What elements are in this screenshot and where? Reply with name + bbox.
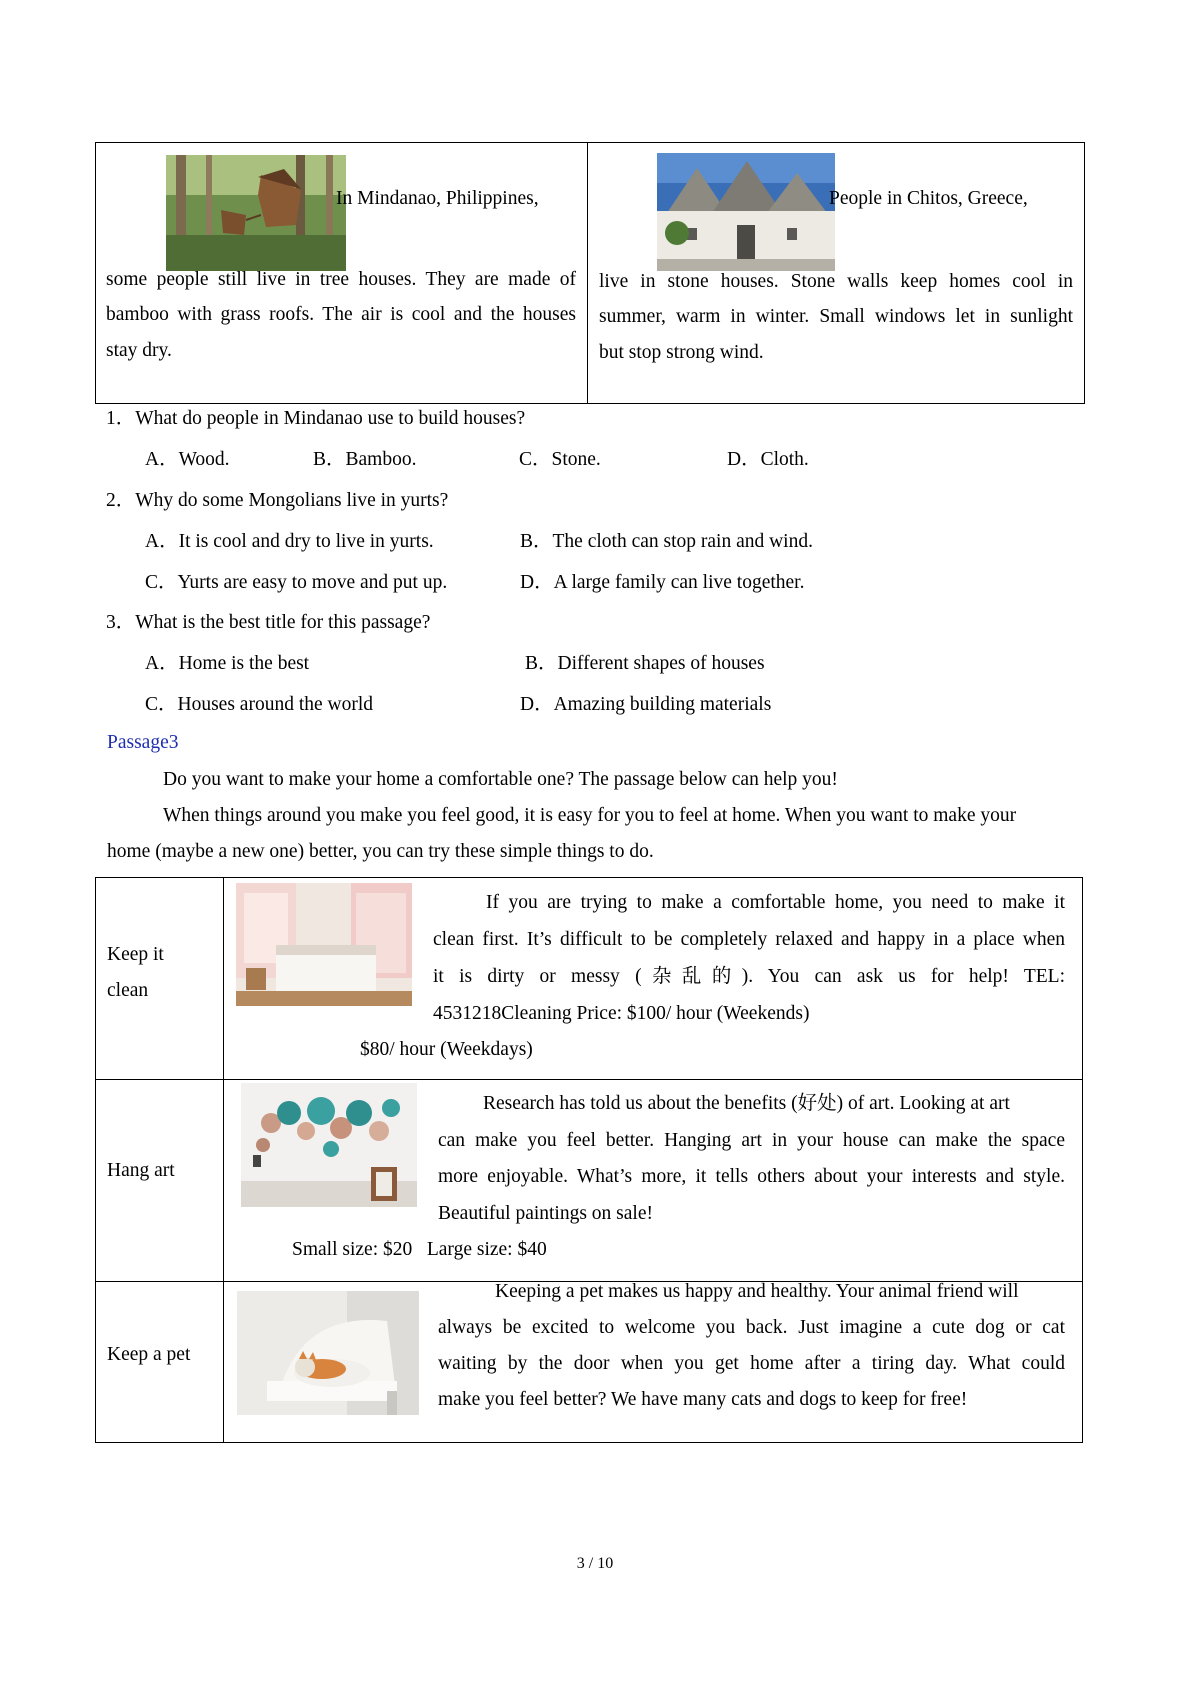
tip-line: 4531218Cleaning Price: $100/ hour (Weekends): [433, 1003, 810, 1024]
passage-intro: Do you want to make your home a comfortable one? The passage below can help you!: [163, 769, 838, 790]
question-option: D．Cloth.: [727, 449, 809, 470]
tip-label: Keep it: [107, 944, 164, 965]
table-divider: [96, 1079, 1082, 1080]
tip-label: Hang art: [107, 1160, 175, 1181]
passage-intro: home (maybe a new one) better, you can try these simple things to do.: [107, 841, 654, 862]
tip-line: Small size: $20 Large size: $40: [292, 1239, 547, 1260]
table-divider: [223, 878, 224, 1442]
question-option: C．Houses around the world: [145, 694, 374, 715]
tip-line: it is dirty or messy (杂乱的). You can ask us for help! TEL:: [433, 966, 1065, 987]
passage-intro: When things around you make you feel good, it is easy for you to feel at home. When you want to make your: [163, 805, 1017, 826]
question-option: D．A large family can live together.: [520, 572, 805, 593]
tip-label: clean: [107, 980, 149, 1001]
question-option: C．Stone.: [519, 449, 601, 470]
tree-house-image: [166, 155, 346, 271]
tips-table: [95, 877, 1083, 1443]
tip-line: Research has told us about the benefits (好处) of art. Looking at art: [483, 1093, 1010, 1114]
cat-image: [237, 1291, 419, 1415]
tip-line: make you feel better? We have many cats and dogs to keep for free!: [438, 1389, 968, 1410]
tip-line: If you are trying to make a comfortable home, you need to make it: [486, 892, 1065, 913]
tip-line: waiting by the door when you get home after a tiring day. What could: [438, 1353, 1065, 1374]
question-option: B．The cloth can stop rain and wind.: [520, 531, 813, 552]
question-option: A．Home is the best: [145, 653, 310, 674]
left-cell-first-line: In Mindanao, Philippines,: [336, 188, 539, 209]
tip-line: Keeping a pet makes us happy and healthy. Your animal friend will: [495, 1281, 1019, 1302]
question-stem: 3．What is the best title for this passage?: [106, 612, 431, 633]
table-divider: [587, 143, 588, 403]
question-option: B．Different shapes of houses: [525, 653, 765, 674]
left-cell-line: some people still live in tree houses. They are made of: [106, 269, 576, 290]
wall-art-image: [241, 1083, 417, 1207]
question-option: A．It is cool and dry to live in yurts.: [145, 531, 434, 552]
stone-house-image: [657, 153, 835, 271]
right-cell-line: live in stone houses. Stone walls keep homes cool in: [599, 271, 1073, 292]
tip-label: Keep a pet: [107, 1344, 191, 1365]
question-option: D．Amazing building materials: [520, 694, 772, 715]
left-cell-line: stay dry.: [106, 340, 172, 361]
right-cell-line: but stop strong wind.: [599, 342, 764, 363]
right-cell-first-line: People in Chitos, Greece,: [829, 188, 1028, 209]
question-stem: 1．What do people in Mindanao use to build houses?: [106, 408, 526, 429]
question-option: A．Wood.: [145, 449, 230, 470]
houses-table: [95, 142, 1085, 404]
bedroom-image: [236, 883, 412, 1006]
right-cell-line: summer, warm in winter. Small windows let in sunlight: [599, 306, 1073, 327]
tip-line: can make you feel better. Hanging art in your house can make the space: [438, 1130, 1065, 1151]
tip-line: Beautiful paintings on sale!: [438, 1203, 653, 1224]
page-number: 3 / 10: [576, 1555, 614, 1572]
question-stem: 2．Why do some Mongolians live in yurts?: [106, 490, 449, 511]
tip-line: always be excited to welcome you back. Just imagine a cute dog or cat: [438, 1317, 1065, 1338]
tip-line: more enjoyable. What’s more, it tells others about your interests and style.: [438, 1166, 1065, 1187]
question-option: C．Yurts are easy to move and put up.: [145, 572, 448, 593]
tip-line: $80/ hour (Weekdays): [360, 1039, 533, 1060]
left-cell-line: bamboo with grass roofs. The air is cool and the houses: [106, 304, 576, 325]
passage-title: Passage3: [107, 732, 179, 753]
question-option: B．Bamboo.: [313, 449, 417, 470]
tip-line: clean first. It’s difficult to be completely relaxed and happy in a place when: [433, 929, 1065, 950]
